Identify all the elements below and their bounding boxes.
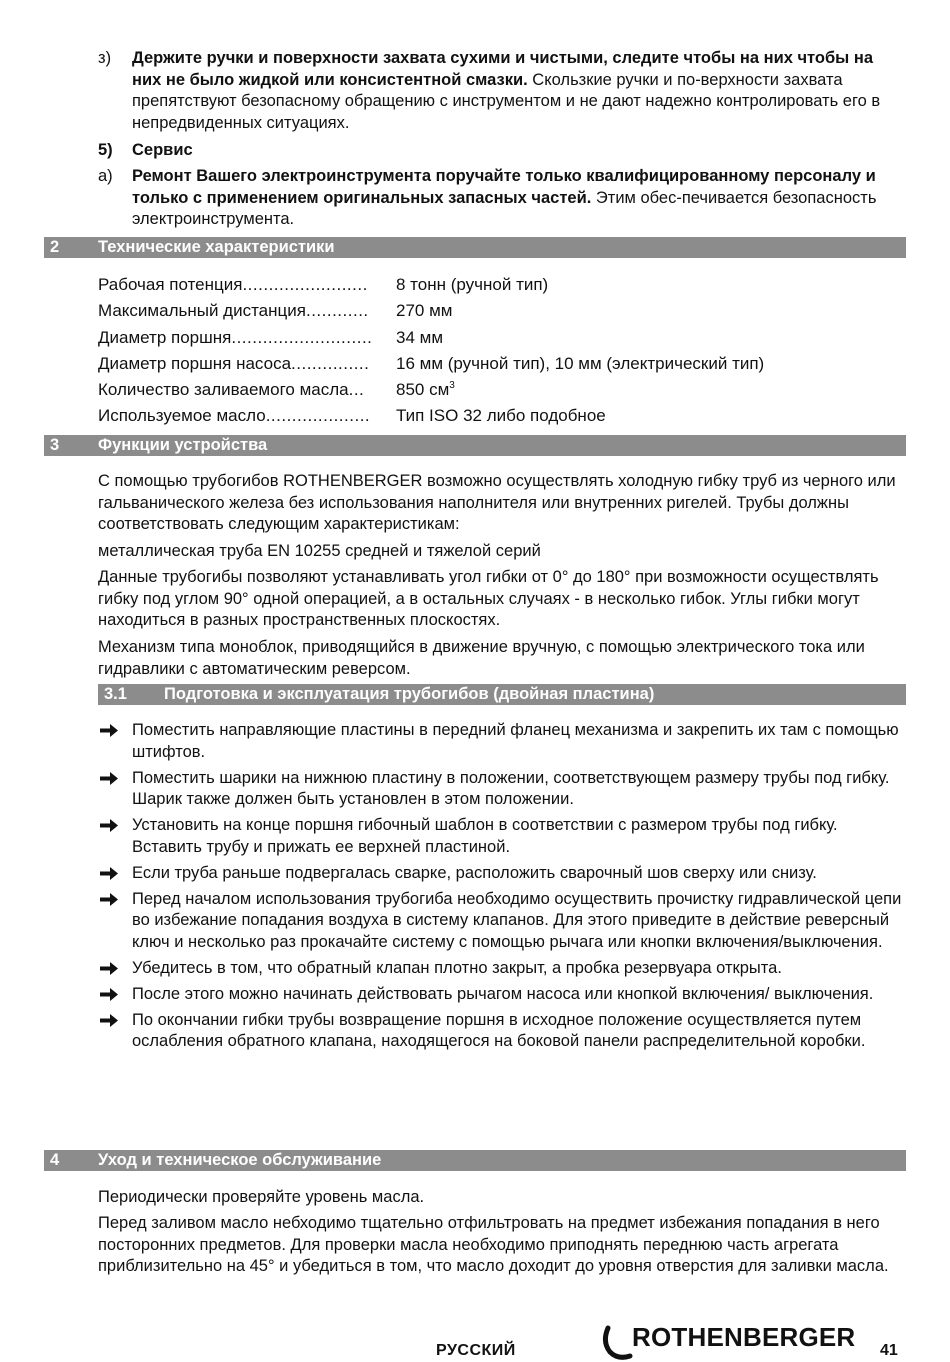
spec-row bbox=[98, 403, 898, 429]
section-number: 3 bbox=[50, 436, 60, 454]
list-item bbox=[98, 984, 908, 1006]
list-item-text: Если труба раньше подвергалась сварке, расположить сварочный шов сверху или снизу. bbox=[132, 863, 817, 882]
arrow-right-icon bbox=[98, 768, 120, 789]
arrow-right-icon bbox=[98, 984, 120, 1005]
spec-row bbox=[98, 272, 898, 298]
item-bold-text: Сервис bbox=[132, 141, 193, 159]
spec-key: Количество заливаемого масла bbox=[98, 380, 349, 400]
spec-key: Используемое масло bbox=[98, 406, 266, 426]
spec-superscript: 3 bbox=[449, 380, 455, 392]
spec-value: 34 мм bbox=[396, 327, 444, 347]
item-label: а) bbox=[98, 167, 113, 185]
spec-leader: ........................ bbox=[242, 275, 368, 294]
spec-value: 16 мм (ручной тип), 10 мм (электрический тип) bbox=[396, 353, 765, 373]
item-bold-text: Держите ручки и поверхности захвата сухими и чистыми, следите чтобы на них чтобы на них не было жидкой или консистентной смазки. bbox=[132, 49, 874, 89]
arrow-right-icon bbox=[98, 1010, 120, 1031]
spec-value: 8 тонн (ручной тип) bbox=[396, 275, 549, 294]
paragraph: Перед заливом масло небходимо тщательно отфильтровать на предмет избежания попадания в него посторонних предметов. Для проверки масла необходимо приподнять переднюю часть агрегата приблизительно на 45° и убедиться в том, что масло доходит до уровня отверстия для заливки масла. bbox=[98, 1214, 889, 1275]
section-heading bbox=[44, 1150, 906, 1171]
spec-row bbox=[98, 298, 898, 324]
instruction-list bbox=[98, 720, 908, 1057]
list-item bbox=[98, 166, 904, 231]
section-heading bbox=[44, 435, 906, 456]
list-item-text: По окончании гибки трубы возвращение поршня в исходное положение осуществляется путем ослабления обратного клапана, находящегося на боковой панели распределительной коробки. bbox=[132, 1010, 866, 1050]
paragraph: Периодически проверяйте уровень масла. bbox=[98, 1188, 425, 1206]
item-text: Этим обес-печивается безопасность электроинструмента. bbox=[132, 188, 877, 228]
spec-table bbox=[98, 272, 898, 430]
spec-key: Диаметр поршня bbox=[98, 327, 232, 347]
list-item bbox=[98, 815, 908, 858]
spec-value: 270 мм bbox=[396, 301, 453, 321]
section-title: Функции устройства bbox=[98, 436, 268, 454]
section-number: 2 bbox=[50, 238, 60, 256]
list-item bbox=[98, 889, 908, 954]
section-title: Подготовка и эксплуатация трубогибов (двойная пластина) bbox=[164, 685, 655, 703]
subsection-heading bbox=[98, 684, 906, 705]
paragraph: Механизм типа моноблок, приводящийся в движение вручную, с помощью электрического тока или гидравлики с автоматическим реверсом. bbox=[98, 638, 865, 678]
list-item-text: Поместить направляющие пластины в передний фланец механизма и закрепить их там с помощью штифтов. bbox=[132, 721, 899, 761]
item-label: з) bbox=[98, 49, 112, 67]
spec-leader: ... bbox=[348, 380, 365, 400]
footer-language: РУССКИЙ bbox=[436, 1342, 516, 1359]
arrow-right-icon bbox=[98, 863, 120, 884]
spec-key: Диаметр поршня насоса bbox=[98, 353, 292, 373]
section-title: Уход и техническое обслуживание bbox=[98, 1151, 382, 1169]
list-item bbox=[98, 958, 908, 980]
arrow-right-icon bbox=[98, 720, 120, 741]
list-item-text: После этого можно начинать действовать рычагом насоса или кнопкой включения/ выключения. bbox=[132, 984, 874, 1003]
paragraph: металлическая труба EN 10255 средней и тяжелой серий bbox=[98, 542, 541, 560]
section-title: Технические характеристики bbox=[98, 238, 335, 256]
list-item-text: Убедитесь в том, что обратный клапан плотно закрыт, а пробка резервуара открыта. bbox=[132, 958, 782, 977]
list-item-text: Установить на конце поршня гибочный шаблон в соответствии с размером трубы под гибку. Вставить трубу и прижать ее верхней пластиной. bbox=[132, 816, 838, 856]
list-item bbox=[98, 140, 904, 162]
list-item bbox=[98, 1010, 908, 1053]
spec-row bbox=[98, 351, 898, 377]
section-heading bbox=[44, 237, 906, 258]
item-text: Скользкие ручки и по-верхности захвата препятствуют безопасному обращению с инструментом и не дают надежно контролировать его в непредвиденных ситуациях. bbox=[132, 70, 881, 132]
spec-leader: .................... bbox=[265, 406, 371, 426]
paragraph: Данные трубогибы позволяют устанавливать угол гибки от 0° до 180° при возможности осуществлять гибку под углом 90° одной операцией, а в остальных случаях - в несколько гибок. Углы гибки могут находиться в разных пространственных плоскостях. bbox=[98, 568, 879, 629]
spec-key: Максимальный дистанция bbox=[98, 301, 306, 321]
arrow-right-icon bbox=[98, 889, 120, 910]
paragraph: С помощью трубогибов ROTHENBERGER возможно осуществлять холодную гибку труб из черного или гальванического железа без использования наполнителя или внутренних ригелей. Трубы должны соответствовать следующим характеристикам: bbox=[98, 472, 896, 533]
item-bold-text: Ремонт Вашего электроинструмента поручайте только квалифицированному персоналу и только с применением оригинальных запасных частей. bbox=[132, 167, 876, 207]
spec-row bbox=[98, 325, 898, 351]
page-number: 41 bbox=[880, 1342, 898, 1359]
arrow-right-icon bbox=[98, 958, 120, 979]
spec-row bbox=[98, 377, 898, 403]
spec-value: Тип ISO 32 либо подобное bbox=[396, 406, 606, 426]
list-item bbox=[98, 48, 904, 134]
list-item bbox=[98, 768, 908, 811]
spec-leader: ............ bbox=[305, 301, 369, 321]
list-item bbox=[98, 720, 908, 763]
spec-key: Рабочая потенция bbox=[98, 275, 243, 294]
spec-value: 850 см bbox=[396, 380, 450, 400]
item-label: 5) bbox=[98, 141, 113, 159]
spec-leader: ............... bbox=[291, 353, 370, 373]
arrow-right-icon bbox=[98, 815, 120, 836]
spec-leader: ........................... bbox=[231, 327, 373, 347]
list-item-text: Поместить шарики на нижнюю пластину в положении, соответствующем размеру трубы под гибку. Шарик также должен быть установлен в этом положении. bbox=[132, 768, 890, 808]
brand-logo-text: ROTHENBERGER bbox=[632, 1322, 856, 1352]
section-number: 3.1 bbox=[104, 685, 127, 703]
list-item bbox=[98, 863, 908, 885]
section-number: 4 bbox=[50, 1151, 60, 1169]
list-item-text: Перед началом использования трубогиба необходимо осуществить прочистку гидравлической цепи во избежание попадания воздуха в систему клапанов. Для этого приведите в действие реверсный ключ и несколько раз прокачайте систему с помощью рычага или кнопки включения/выключения. bbox=[132, 889, 902, 951]
